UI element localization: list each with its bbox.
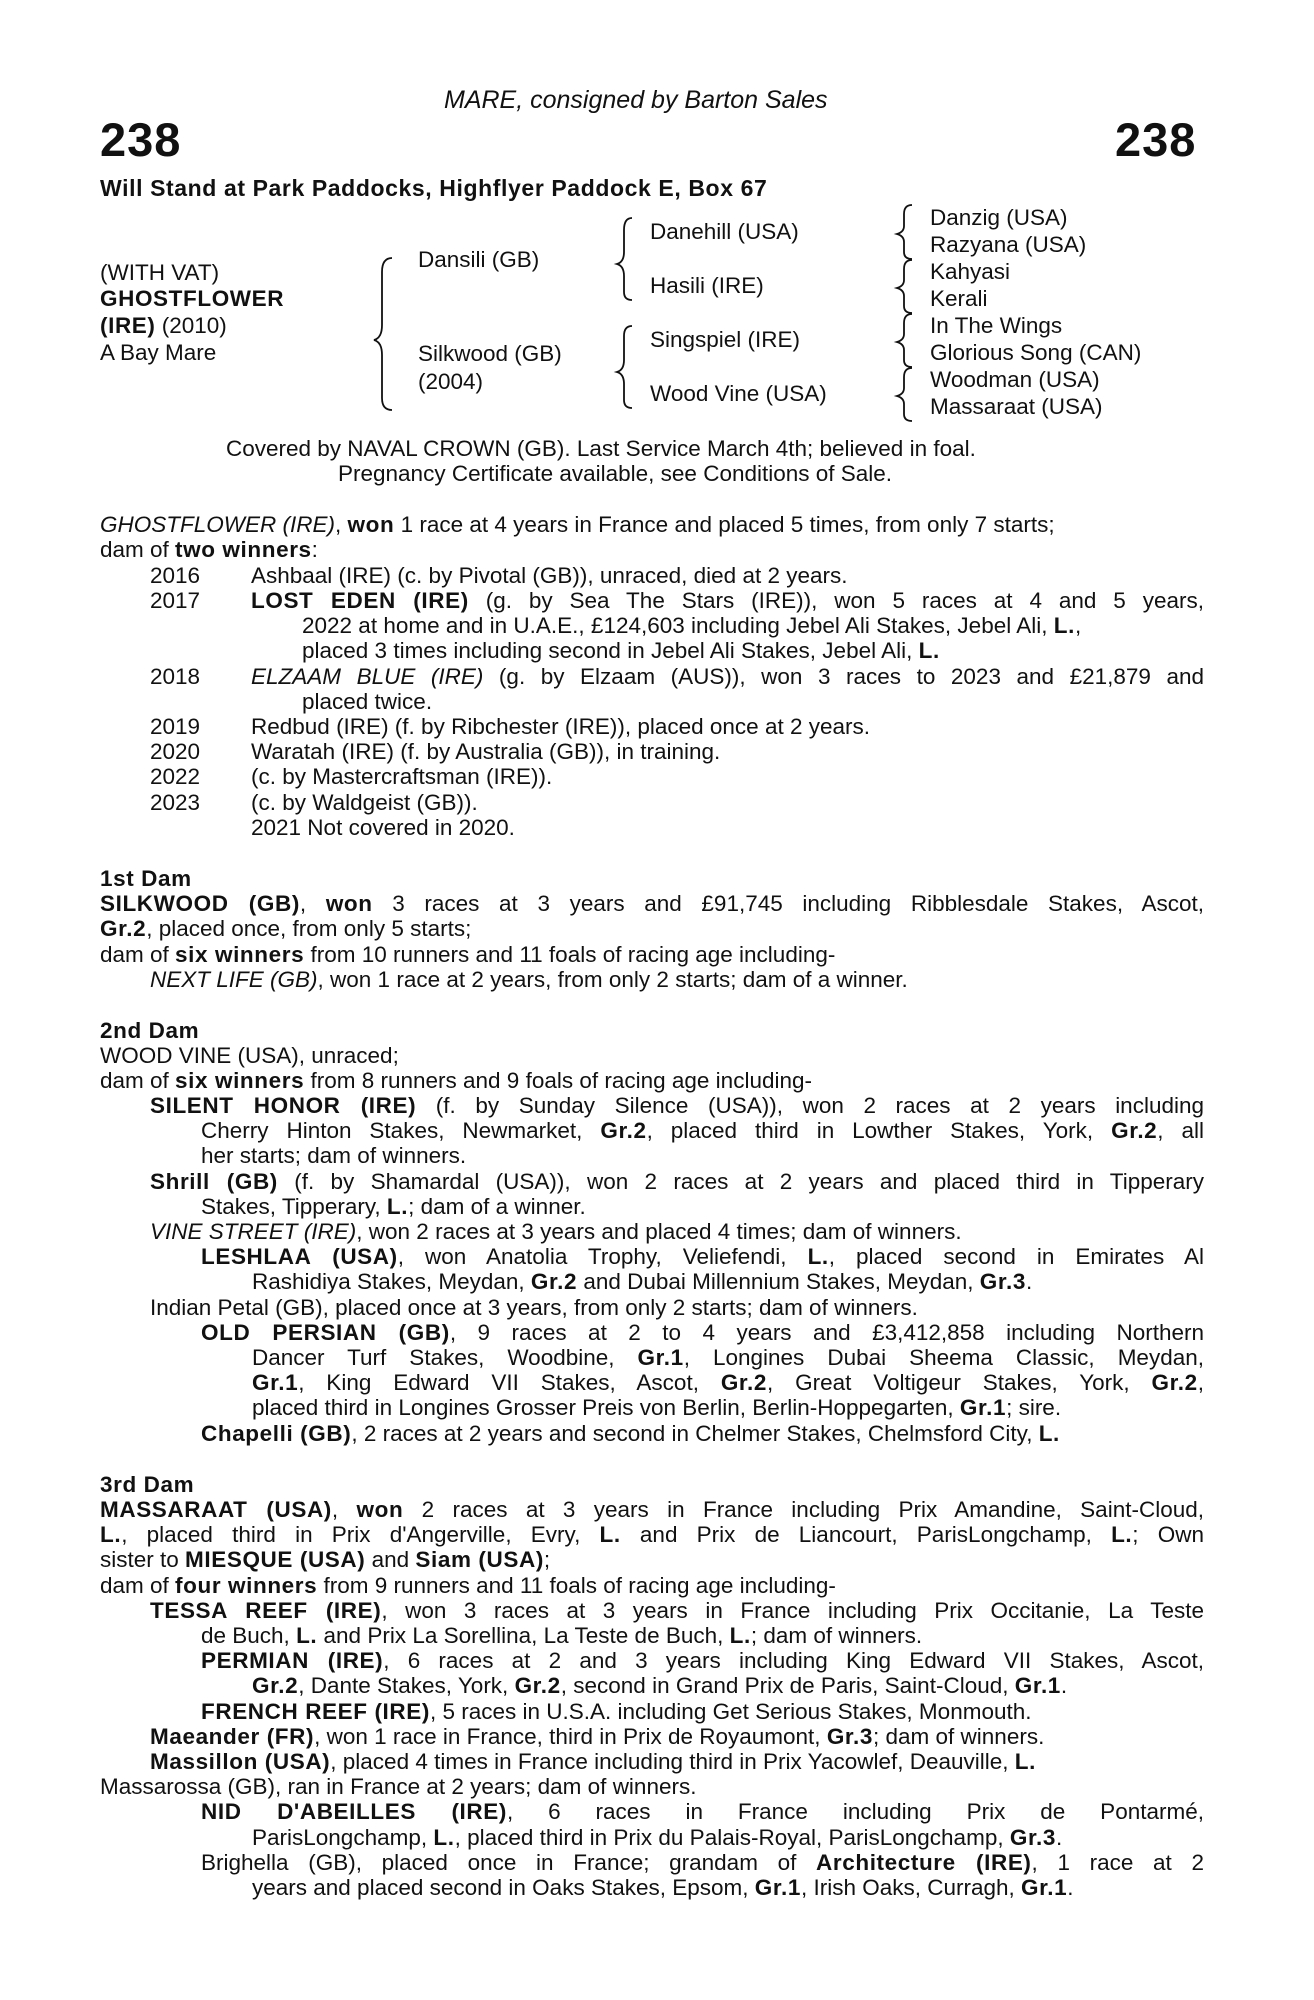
nid-b2: , placed third in Prix du Palais-Royal, ParisLongchamp, — [454, 1825, 1010, 1850]
lot-number-right: 238 — [1115, 113, 1197, 166]
maeander — [150, 1724, 1044, 1750]
period: . — [1025, 1269, 1033, 1294]
lost-eden-b: 2022 at home and in U.A.E., £124,603 including Jebel Ali Stakes, Jebel Ali, — [302, 613, 1054, 638]
won-word: won — [347, 512, 395, 537]
group: Gr.2 — [514, 1673, 561, 1698]
leshlaa: LESHLAA (USA) — [201, 1244, 398, 1269]
silkwood: SILKWOOD (GB) — [100, 891, 300, 916]
year-2022: 2022 — [150, 764, 201, 789]
group: Gr.1 — [252, 1370, 299, 1395]
runners: from 8 runners and 9 foals of racing age including- — [304, 1068, 812, 1093]
nid-abeilles-2 — [252, 1825, 1062, 1851]
listed: L. — [100, 1522, 122, 1547]
architecture: Architecture (IRE) — [816, 1850, 1032, 1875]
ggen-2: Razyana (USA) — [930, 232, 1087, 257]
chapelli — [201, 1421, 1060, 1447]
group: Gr.1 — [754, 1875, 801, 1900]
shrill-b1: Stakes, Tipperary, — [201, 1194, 387, 1219]
maeander-b: ; dam of winners. — [873, 1724, 1045, 1749]
consignor-line: MARE, consigned by Barton Sales — [444, 86, 828, 114]
colon: : — [311, 537, 318, 562]
silent-a: (f. by Sunday Silence (USA)), won 2 races at 2 years including — [416, 1093, 1205, 1118]
produce-2016: Ashbaal (IRE) (c. by Pivotal (GB)), unraced, died at 2 years. — [251, 563, 848, 588]
dam-sire: Singspiel (IRE) — [650, 327, 801, 352]
old-persian-1 — [201, 1320, 1204, 1346]
sister-to: sister to — [100, 1547, 186, 1572]
horse-year: (2010) — [155, 313, 227, 338]
first-dam-line-2 — [100, 916, 471, 942]
ggen-7: Woodman (USA) — [930, 367, 1100, 392]
nid-abeilles-1 — [201, 1799, 1204, 1825]
leshlaa-a1: , won Anatolia Trophy, Veliefendi, — [397, 1244, 808, 1269]
leshlaa-b1: Rashidiya Stakes, Meydan, — [252, 1269, 531, 1294]
dam-year: (2004) — [418, 369, 484, 394]
old-persian-4 — [252, 1395, 1061, 1421]
l2-b: and Prix de Liancourt, ParisLongchamp, — [620, 1522, 1112, 1547]
leshlaa-b2: and Dubai Millennium Stakes, Meydan, — [577, 1269, 980, 1294]
chapelli-rest: , 2 races at 2 years and second in Chelmer Stakes, Chelmsford City, — [351, 1421, 1039, 1446]
elzaam-a: (g. by Elzaam (AUS)), won 3 races to 2023 and £21,879 and — [483, 664, 1205, 689]
permian: PERMIAN (IRE) — [201, 1648, 384, 1673]
french-reef-name: FRENCH REEF (IRE) — [201, 1699, 430, 1724]
brig-d2: , Irish Oaks, Curragh, — [800, 1875, 1022, 1900]
shrill: Shrill (GB) — [150, 1169, 278, 1194]
tessa-b2: and Prix La Sorellina, La Teste de Buch, — [317, 1623, 730, 1648]
first-dam-line-3 — [100, 942, 835, 968]
shrill-a: (f. by Shamardal (USA)), won 2 races at 2 years and placed third in Tipperary — [277, 1169, 1204, 1194]
miesque: MIESQUE (USA) — [185, 1547, 366, 1572]
lot-number-left: 238 — [100, 113, 182, 166]
period: . — [1056, 1825, 1063, 1850]
ggen-4: Kerali — [930, 286, 988, 311]
listed: L. — [386, 1194, 409, 1219]
second-dam-line-2 — [100, 1068, 812, 1094]
ggen-1: Danzig (USA) — [930, 205, 1068, 230]
sire: Dansili (GB) — [418, 247, 540, 272]
shrill-1 — [150, 1169, 1204, 1195]
tessa-reef: TESSA REEF (IRE) — [150, 1598, 382, 1623]
old-persian-3 — [252, 1370, 1204, 1396]
mare-name-italic: GHOSTFLOWER (IRE) — [100, 512, 335, 537]
indian-petal: Indian Petal (GB), placed once at 3 years, from only 2 starts; dam of winners. — [150, 1295, 918, 1320]
year-2018: 2018 — [150, 664, 201, 689]
second-dam-line-1: WOOD VINE (USA), unraced; — [100, 1043, 399, 1068]
winners-count: six winners — [175, 942, 305, 967]
group: Gr.2 — [1111, 1118, 1158, 1143]
listed: L. — [1111, 1522, 1133, 1547]
sire-sire: Danehill (USA) — [650, 219, 799, 244]
third-dam-line-2 — [100, 1522, 1204, 1548]
period: . — [1067, 1875, 1074, 1900]
lost-eden-a: (g. by Sea The Stars (IRE)), won 5 races at 4 and 5 years, — [468, 588, 1204, 613]
covered-line-2: Pregnancy Certificate available, see Conditions of Sale. — [338, 461, 893, 486]
third-dam-heading: 3rd Dam — [100, 1472, 195, 1497]
persian-d1: placed third in Longines Grosser Preis von Berlin, Berlin-Hoppegarten, — [252, 1395, 960, 1420]
dam-of: dam of — [100, 1068, 176, 1093]
permian-2 — [252, 1673, 1067, 1699]
french-reef — [201, 1699, 1032, 1725]
silkwood-rest-2: , placed once, from only 5 starts; — [146, 916, 472, 941]
listed: L. — [918, 638, 940, 663]
listed: L. — [599, 1522, 621, 1547]
silent-b3: , all — [1157, 1118, 1204, 1143]
leshlaa-a2: , placed second in Emirates Al — [828, 1244, 1204, 1269]
tessa-reef-2 — [201, 1623, 922, 1649]
tessa-b1: de Buch, — [201, 1623, 297, 1648]
group: Gr.1 — [959, 1395, 1007, 1420]
silent-honor-3: her starts; dam of winners. — [201, 1143, 467, 1168]
sep: , — [299, 891, 326, 916]
listed: L. — [1014, 1749, 1036, 1774]
horse-name: GHOSTFLOWER — [100, 286, 285, 311]
old-persian: OLD PERSIAN (GB) — [201, 1320, 450, 1345]
group: Gr.2 — [720, 1370, 768, 1395]
horse-country: (IRE) — [100, 313, 156, 338]
l2-c: ; Own — [1132, 1522, 1204, 1547]
group: Gr.2 — [600, 1118, 647, 1143]
group: Gr.2 — [1151, 1370, 1198, 1395]
listed: L. — [296, 1623, 318, 1648]
stand-location: Will Stand at Park Paddocks, Highflyer Paddock E, Box 67 — [100, 175, 768, 201]
massillon — [150, 1749, 1036, 1775]
chapelli-name: Chapelli (GB) — [201, 1421, 352, 1446]
sep: , — [335, 512, 348, 537]
dam-of: dam of — [100, 1573, 176, 1598]
group: Gr.3 — [979, 1269, 1026, 1294]
massaraat: MASSARAAT (USA) — [100, 1497, 332, 1522]
persian-c2: , Great Voltigeur Stakes, York, — [767, 1370, 1152, 1395]
produce-2017-a — [251, 588, 1204, 614]
persian-a: , 9 races at 2 to 4 years and £3,412,858 including Northern — [449, 1320, 1204, 1345]
group: Gr.3 — [1009, 1825, 1057, 1850]
dam-of: dam of — [100, 942, 176, 967]
sep: , — [331, 1497, 357, 1522]
produce-2022: (c. by Mastercraftsman (IRE)). — [251, 764, 553, 789]
second-dam-heading: 2nd Dam — [100, 1018, 200, 1043]
produce-2018-b: placed twice. — [302, 689, 433, 714]
next-life-rest: , won 1 race at 2 years, from only 2 starts; dam of a winner. — [317, 967, 908, 992]
comma: , — [1197, 1370, 1204, 1395]
silent-b1: Cherry Hinton Stakes, Newmarket, — [201, 1118, 601, 1143]
brig-c: , 1 race at 2 — [1031, 1850, 1204, 1875]
ggen-3: Kahyasi — [930, 259, 1011, 284]
permian-b2: , second in Grand Prix de Paris, Saint-Cloud, — [560, 1673, 1015, 1698]
l2-a: , placed third in Prix d'Angerville, Evry, — [121, 1522, 600, 1547]
listed: L. — [433, 1825, 455, 1850]
group: Gr.2 — [530, 1269, 578, 1294]
listed: L. — [729, 1623, 751, 1648]
tessa-b3: ; dam of winners. — [750, 1623, 923, 1648]
vine-street-name: VINE STREET (IRE) — [150, 1219, 357, 1244]
produce-2017-c — [302, 638, 940, 664]
semicolon: ; — [543, 1547, 551, 1572]
tessa-reef-1 — [150, 1598, 1204, 1624]
year-2020: 2020 — [150, 739, 201, 764]
group: Gr.1 — [1021, 1875, 1068, 1900]
ggen-6: Glorious Song (CAN) — [930, 340, 1142, 365]
lost-eden-c: placed 3 times including second in Jebel Ali Stakes, Jebel Ali, — [302, 638, 919, 663]
maeander-a: , won 1 race in France, third in Prix de Royaumont, — [314, 1724, 827, 1749]
comma: , — [1074, 613, 1082, 638]
listed: L. — [807, 1244, 829, 1269]
group: Gr.1 — [637, 1345, 684, 1370]
brig-a: Brighella (GB), placed once in France; grandam of — [201, 1850, 817, 1875]
silent-honor-2 — [201, 1118, 1204, 1144]
silent-b2: , placed third in Lowther Stakes, York, — [646, 1118, 1112, 1143]
permian-b1: , Dante Stakes, York, — [298, 1673, 515, 1698]
silkwood-rest: 3 races at 3 years and £91,745 including Ribblesdale Stakes, Ascot, — [372, 891, 1204, 916]
produce-2018-a — [251, 664, 1204, 690]
dam-of: dam of — [100, 537, 176, 562]
group: Gr.1 — [1014, 1673, 1061, 1698]
nid-a: , 6 races in France including Prix de Pontarmé, — [506, 1799, 1204, 1824]
sire-dam: Hasili (IRE) — [650, 273, 764, 298]
massarossa: Massarossa (GB), ran in France at 2 years; dam of winners. — [100, 1774, 697, 1799]
old-persian-2 — [252, 1345, 1204, 1371]
first-dam-line-4 — [150, 967, 908, 993]
permian-1 — [201, 1648, 1204, 1674]
covered-line-1: Covered by NAVAL CROWN (GB). Last Service March 4th; believed in foal. — [226, 436, 976, 461]
vat-note: (WITH VAT) — [100, 260, 220, 285]
dam-dam: Wood Vine (USA) — [650, 381, 827, 406]
tessa-a: , won 3 races at 3 years in France including Prix Occitanie, La Teste — [381, 1598, 1204, 1623]
lost-eden: LOST EDEN (IRE) — [251, 588, 469, 613]
massaraat-rest: 2 races at 3 years in France including Prix Amandine, Saint-Cloud, — [403, 1497, 1204, 1522]
third-dam-line-1 — [100, 1497, 1204, 1523]
runners: from 9 runners and 11 foals of racing age including- — [317, 1573, 836, 1598]
third-dam-line-4 — [100, 1573, 836, 1599]
produce-2021-note: 2021 Not covered in 2020. — [251, 815, 515, 840]
and: and — [365, 1547, 416, 1572]
period: . — [1060, 1673, 1068, 1698]
produce-intro-2 — [100, 537, 318, 563]
ggen-8: Massaraat (USA) — [930, 394, 1103, 419]
permian-a: , 6 races at 2 and 3 years including King Edward VII Stakes, Ascot, — [383, 1648, 1204, 1673]
intro-rest: 1 race at 4 years in France and placed 5 times, from only 7 starts; — [394, 512, 1055, 537]
year-2019: 2019 — [150, 714, 201, 739]
runners: from 10 runners and 11 foals of racing age including- — [304, 942, 836, 967]
produce-2019: Redbud (IRE) (f. by Ribchester (IRE)), placed once at 2 years. — [251, 714, 871, 739]
elzaam-blue: ELZAAM BLUE (IRE) — [251, 664, 484, 689]
group: Gr.2 — [100, 916, 147, 941]
shrill-2 — [201, 1194, 586, 1220]
produce-intro-1 — [100, 512, 1055, 538]
leshlaa-1 — [201, 1244, 1204, 1270]
produce-2020: Waratah (IRE) (f. by Australia (GB)), in training. — [251, 739, 721, 764]
third-dam-line-3 — [100, 1547, 550, 1573]
leshlaa-2 — [252, 1269, 1032, 1295]
persian-b2: , Longines Dubai Sheema Classic, Meydan, — [683, 1345, 1204, 1370]
year-2016: 2016 — [150, 563, 201, 588]
massillon-name: Massillon (USA) — [150, 1749, 331, 1774]
brighella-1 — [201, 1850, 1204, 1876]
siam: Siam (USA) — [415, 1547, 544, 1572]
group: Gr.3 — [826, 1724, 873, 1749]
persian-c1: , King Edward VII Stakes, Ascot, — [298, 1370, 721, 1395]
shrill-b2: ; dam of a winner. — [408, 1194, 586, 1219]
silent-honor-1 — [150, 1093, 1204, 1119]
first-dam-line-1 — [100, 891, 1204, 917]
listed: L. — [1038, 1421, 1060, 1446]
group: Gr.2 — [252, 1673, 299, 1698]
next-life: NEXT LIFE (GB) — [150, 967, 318, 992]
produce-2023: (c. by Waldgeist (GB)). — [251, 790, 478, 815]
brighella-2 — [252, 1875, 1074, 1901]
ggen-5: In The Wings — [930, 313, 1063, 338]
year-2017: 2017 — [150, 588, 201, 613]
horse-description: A Bay Mare — [100, 340, 217, 365]
year-2023: 2023 — [150, 790, 201, 815]
winners-count: four winners — [175, 1573, 318, 1598]
winners-count: two winners — [175, 537, 312, 562]
maeander-name: Maeander (FR) — [150, 1724, 315, 1749]
brig-d1: years and placed second in Oaks Stakes, Epsom, — [252, 1875, 755, 1900]
vine-street — [150, 1219, 962, 1245]
persian-d2: ; sire. — [1006, 1395, 1062, 1420]
nid-abeilles: NID D'ABEILLES (IRE) — [201, 1799, 507, 1824]
silent-honor: SILENT HONOR (IRE) — [150, 1093, 417, 1118]
dam: Silkwood (GB) — [418, 341, 562, 366]
listed: L. — [1053, 613, 1075, 638]
won-word: won — [325, 891, 373, 916]
won-word: won — [356, 1497, 404, 1522]
first-dam-heading: 1st Dam — [100, 866, 192, 891]
vine-rest: , won 2 races at 3 years and placed 4 times; dam of winners. — [356, 1219, 962, 1244]
produce-2017-b — [302, 613, 1081, 639]
french-rest: , 5 races in U.S.A. including Get Serious Stakes, Monmouth. — [429, 1699, 1032, 1724]
persian-b1: Dancer Turf Stakes, Woodbine, — [252, 1345, 638, 1370]
massillon-a: , placed 4 times in France including third in Prix Yacowlef, Deauville, — [330, 1749, 1015, 1774]
winners-count: six winners — [175, 1068, 305, 1093]
nid-b1: ParisLongchamp, — [252, 1825, 434, 1850]
